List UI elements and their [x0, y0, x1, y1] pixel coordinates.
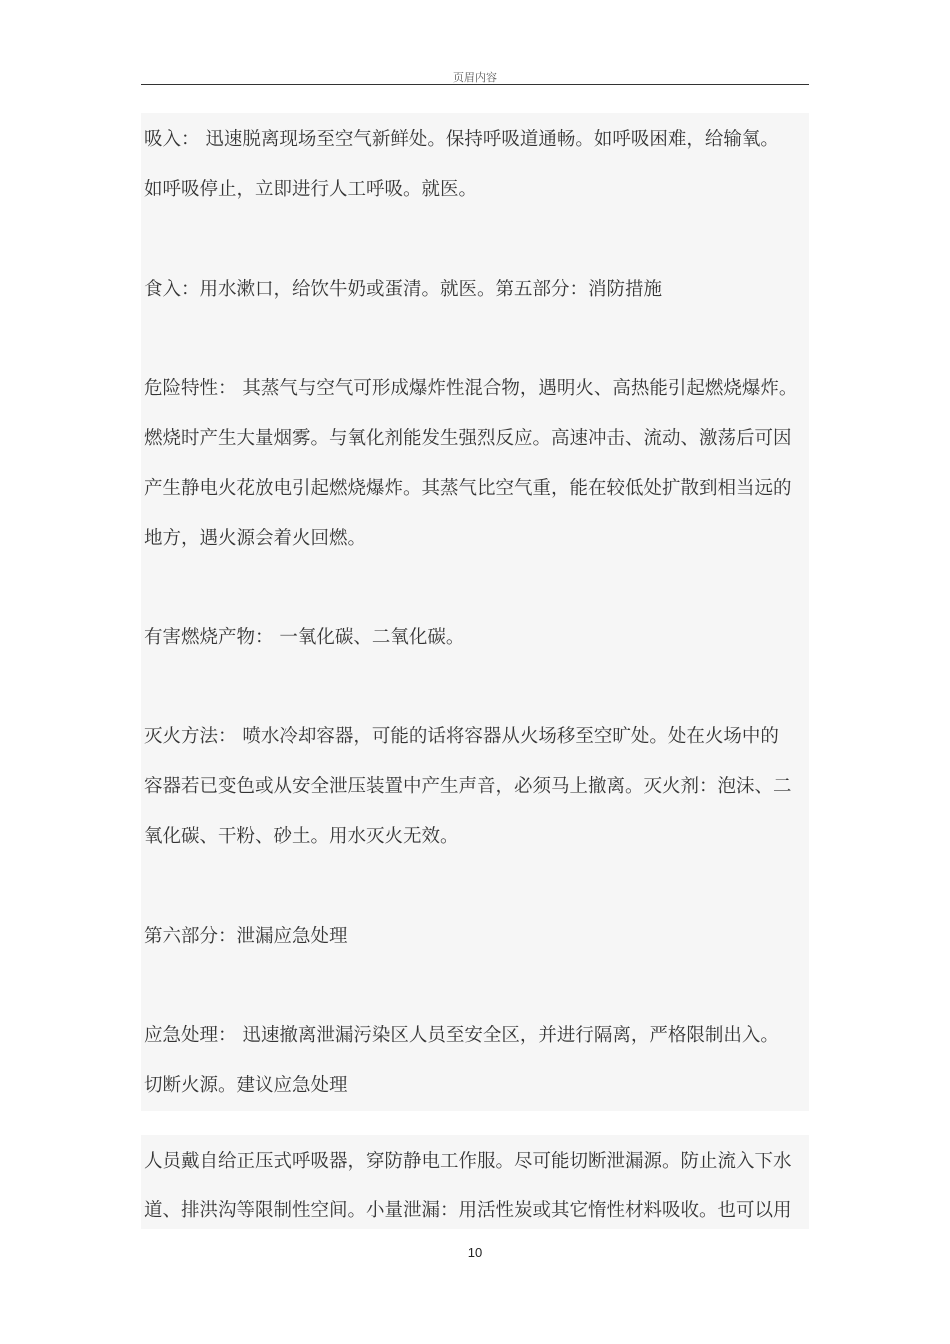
paragraph-line: 地方，遇火源会着火回燃。	[144, 528, 367, 549]
paragraph-line: 容器若已变色或从安全泄压装置中产生声音，必须马上撤离。灭火剂：泡沫、二	[144, 776, 792, 797]
section-heading: 第六部分：泄漏应急处理	[144, 926, 348, 947]
paragraph-line: 如呼吸停止，立即进行人工呼吸。就医。	[144, 179, 478, 200]
content-block-main	[141, 113, 809, 1111]
paragraph-line: 道、排洪沟等限制性空间。小量泄漏：用活性炭或其它惰性材料吸收。也可以用	[144, 1200, 792, 1221]
paragraph-line: 氧化碳、干粉、砂土。用水灭火无效。	[144, 826, 459, 847]
paragraph-line: 食入：用水漱口，给饮牛奶或蛋清。就医。第五部分：消防措施	[144, 279, 663, 300]
page-header	[141, 66, 809, 85]
paragraph-line: 吸入： 迅速脱离现场至空气新鲜处。保持呼吸道通畅。如呼吸困难，给输氧。	[144, 129, 779, 150]
paragraph-line: 灭火方法： 喷水冷却容器，可能的话将容器从火场移至空旷处。处在火场中的	[144, 726, 779, 747]
page-number: 10	[467, 1245, 483, 1260]
paragraph-line: 应急处理： 迅速撤离泄漏污染区人员至安全区，并进行隔离，严格限制出入。	[144, 1025, 779, 1046]
paragraph-line: 产生静电火花放电引起燃烧爆炸。其蒸气比空气重，能在较低处扩散到相当远的	[144, 478, 792, 499]
paragraph-line: 危险特性： 其蒸气与空气可形成爆炸性混合物，遇明火、高热能引起燃烧爆炸。	[144, 378, 798, 399]
header-text: 页眉内容	[453, 71, 497, 84]
paragraph-line: 燃烧时产生大量烟雾。与氧化剂能发生强烈反应。高速冲击、流动、激荡后可因	[144, 428, 792, 449]
paragraph-line: 有害燃烧产物： 一氧化碳、二氧化碳。	[144, 627, 465, 648]
paragraph-line: 切断火源。建议应急处理	[144, 1075, 348, 1096]
content-block-continued	[141, 1135, 809, 1229]
paragraph-line: 人员戴自给正压式呼吸器，穿防静电工作服。尽可能切断泄漏源。防止流入下水	[144, 1151, 792, 1172]
